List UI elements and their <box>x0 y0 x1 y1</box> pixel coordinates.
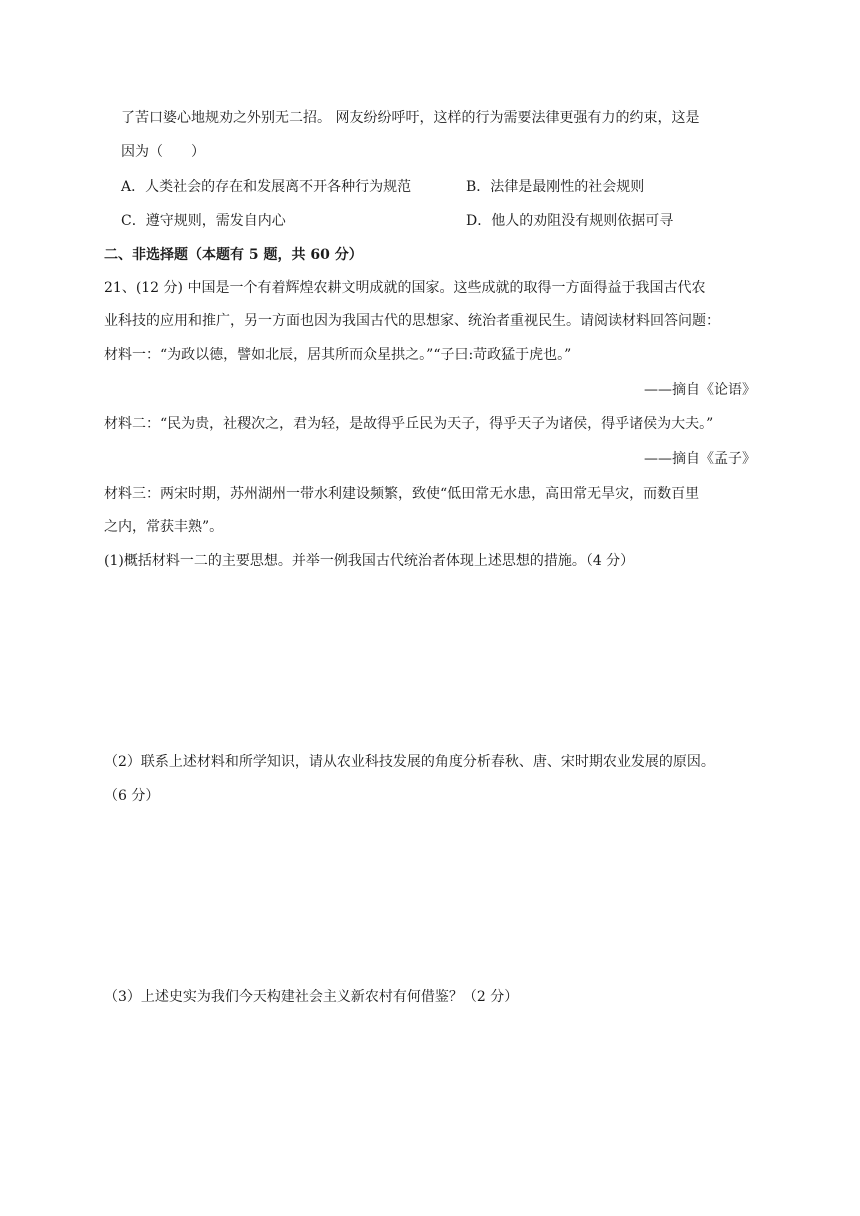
material-three-line: 材料三：两宋时期，苏州湖州一带水利建设频繁，致使“低田常无水患，高田常无旱灾，而数百里 <box>104 486 700 502</box>
material-three-line: 之内，常获丰熟”。 <box>104 519 224 535</box>
material-one: 材料一：“为政以德，譬如北辰，居其所而众星拱之。”“子曰:苛政猛于虎也。” <box>104 347 572 363</box>
sub-question-2-line: （6 分） <box>104 788 160 804</box>
material-two-source: ——摘自《孟子》 <box>644 451 756 467</box>
material-two: 材料二：“民为贵，社稷次之，君为轻，是故得乎丘民为天子，得乎天子为诸侯，得乎诸侯为大夫。” <box>104 416 714 432</box>
question-intro-line: 业科技的应用和推广，另一方面也因为我国古代的思想家、统治者重视民生。请阅读材料回答问题： <box>104 313 720 329</box>
material-one-source: ——摘自《论语》 <box>644 382 756 398</box>
sub-question-3: （3）上述史实为我们今天构建社会主义新农村有何借鉴？（2 分） <box>104 989 519 1005</box>
option-d: D．他人的劝阻没有规则依据可寻 <box>466 213 674 229</box>
option-b: B．法律是最刚性的社会规则 <box>466 179 645 195</box>
section-heading: 二、非选择题（本题有 5 题，共 60 分） <box>104 247 363 263</box>
sub-question-2-line: （2）联系上述材料和所学知识，请从农业科技发展的角度分析春秋、唐、宋时期农业发展的原因。 <box>104 754 715 770</box>
sub-question-1: (1)概括材料一二的主要思想。并举一例我国古代统治者体现上述思想的措施。（4 分） <box>104 553 635 569</box>
option-c: C．遵守规则，需发自内心 <box>121 213 286 229</box>
question-stem-line: 因为（ ） <box>121 144 205 160</box>
question-intro-line: 21、(12 分) 中国是一个有着辉煌农耕文明成就的国家。这些成就的取得一方面得益于我国古代农 <box>104 280 706 296</box>
option-a: A．人类社会的存在和发展离不开各种行为规范 <box>121 179 412 195</box>
question-stem-line: 了苦口婆心地规劝之外别无二招。 网友纷纷呼吁，这样的行为需要法律更强有力的约束，这是 <box>121 110 700 126</box>
